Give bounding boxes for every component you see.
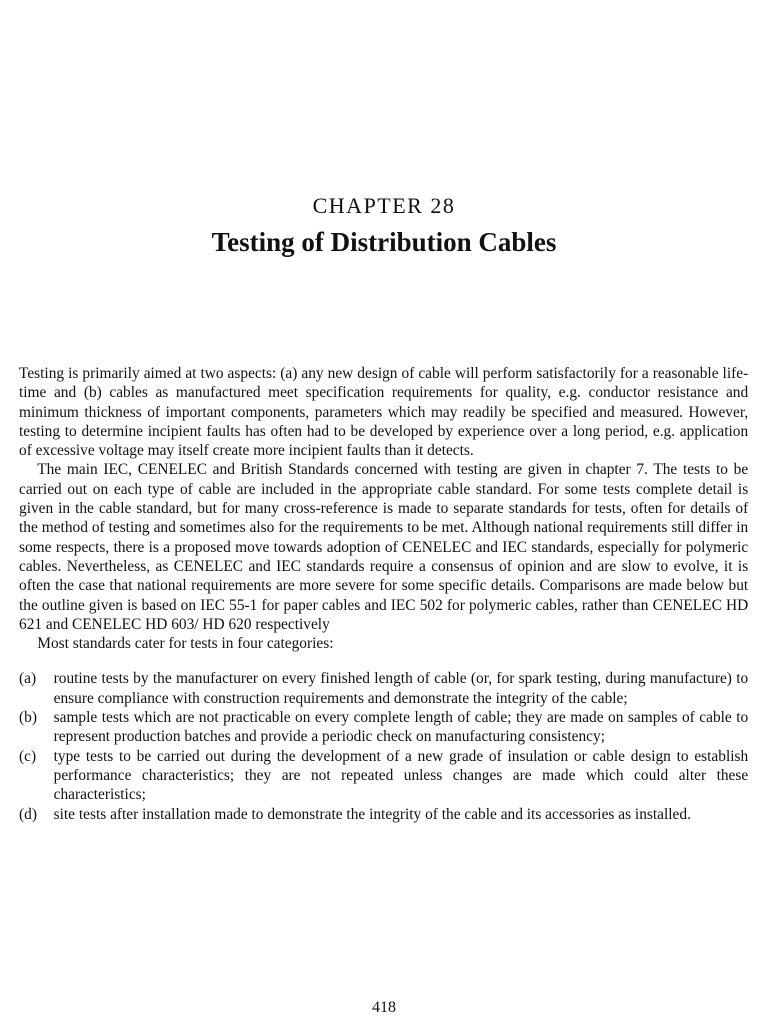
list-item-text: routine tests by the manufacturer on every finished length of cable (or, for spark testing, during manufacture) to ensure compliance with construction requirements and demonstrate the integrity of the cable; [53,670,749,707]
chapter-label: CHAPTER 28 [312,193,456,218]
list-marker: (b) [19,709,37,727]
list-marker: (a) [19,670,37,688]
paragraph: Most standards cater for tests in four categories: [37,635,334,653]
list-item-text: site tests after installation made to demonstrate the integrity of the cable and its accessories as installed. [53,805,691,823]
paragraph: The main IEC, CENELEC and British Standards concerned with testing are given in chapter 7. The tests to be carried out on each type of cable are included in the appropriate cable standard. For some tests complete detail is given in the cable standard, but for many cross-reference is made to separate standards for tests, often for details of the method of testing and sometimes also for the requirements to be met. Although national requirements still differ in some respects, there is a proposed move towards adoption of CENELEC and IEC standards, especially for polymeric cables. Nevertheless, as CENELEC and IEC standards require a consensus of opinion and are slow to evolve, it is often the case that national requirements are more severe for some specific details. Comparisons are made below but the outline given is based on IEC 55-1 for paper cables and IEC 502 for polymeric cables, rather than CENELEC HD 621 and CENELEC HD 603/ HD 620 respectively [19,461,749,633]
test-categories-list [19,669,748,823]
paragraph: Testing is primarily aimed at two aspects: (a) any new design of cable will perform satisfactorily for a reasonable life-time and (b) cables as manufactured meet specification requirements for quality, e.g. conductor resistance and minimum thickness of important components, parameters which may readily be specified and measured. However, testing to determine incipient faults has often had to be developed by experience over a long period, e.g. application of excessive voltage may itself create more incipient faults than it detects. [19,365,749,460]
list-item [19,708,748,747]
list-item [19,747,748,805]
list-item-text: sample tests which are not practicable on every complete length of cable; they are made on samples of cable to represent production batches and provide a periodic check on manufacturing consistency; [53,709,749,746]
page-number: 418 [372,999,396,1016]
list-item-text: type tests to be carried out during the development of a new grade of insulation or cable design to establish performance characteristics; they are not repeated unless changes are made which could alter these characteristics; [53,747,749,804]
body-text [19,364,748,824]
list-item [19,669,748,708]
list-marker: (d) [19,805,37,823]
list-item [19,805,748,824]
chapter-title: Testing of Distribution Cables [211,227,557,257]
list-marker: (c) [19,747,37,765]
